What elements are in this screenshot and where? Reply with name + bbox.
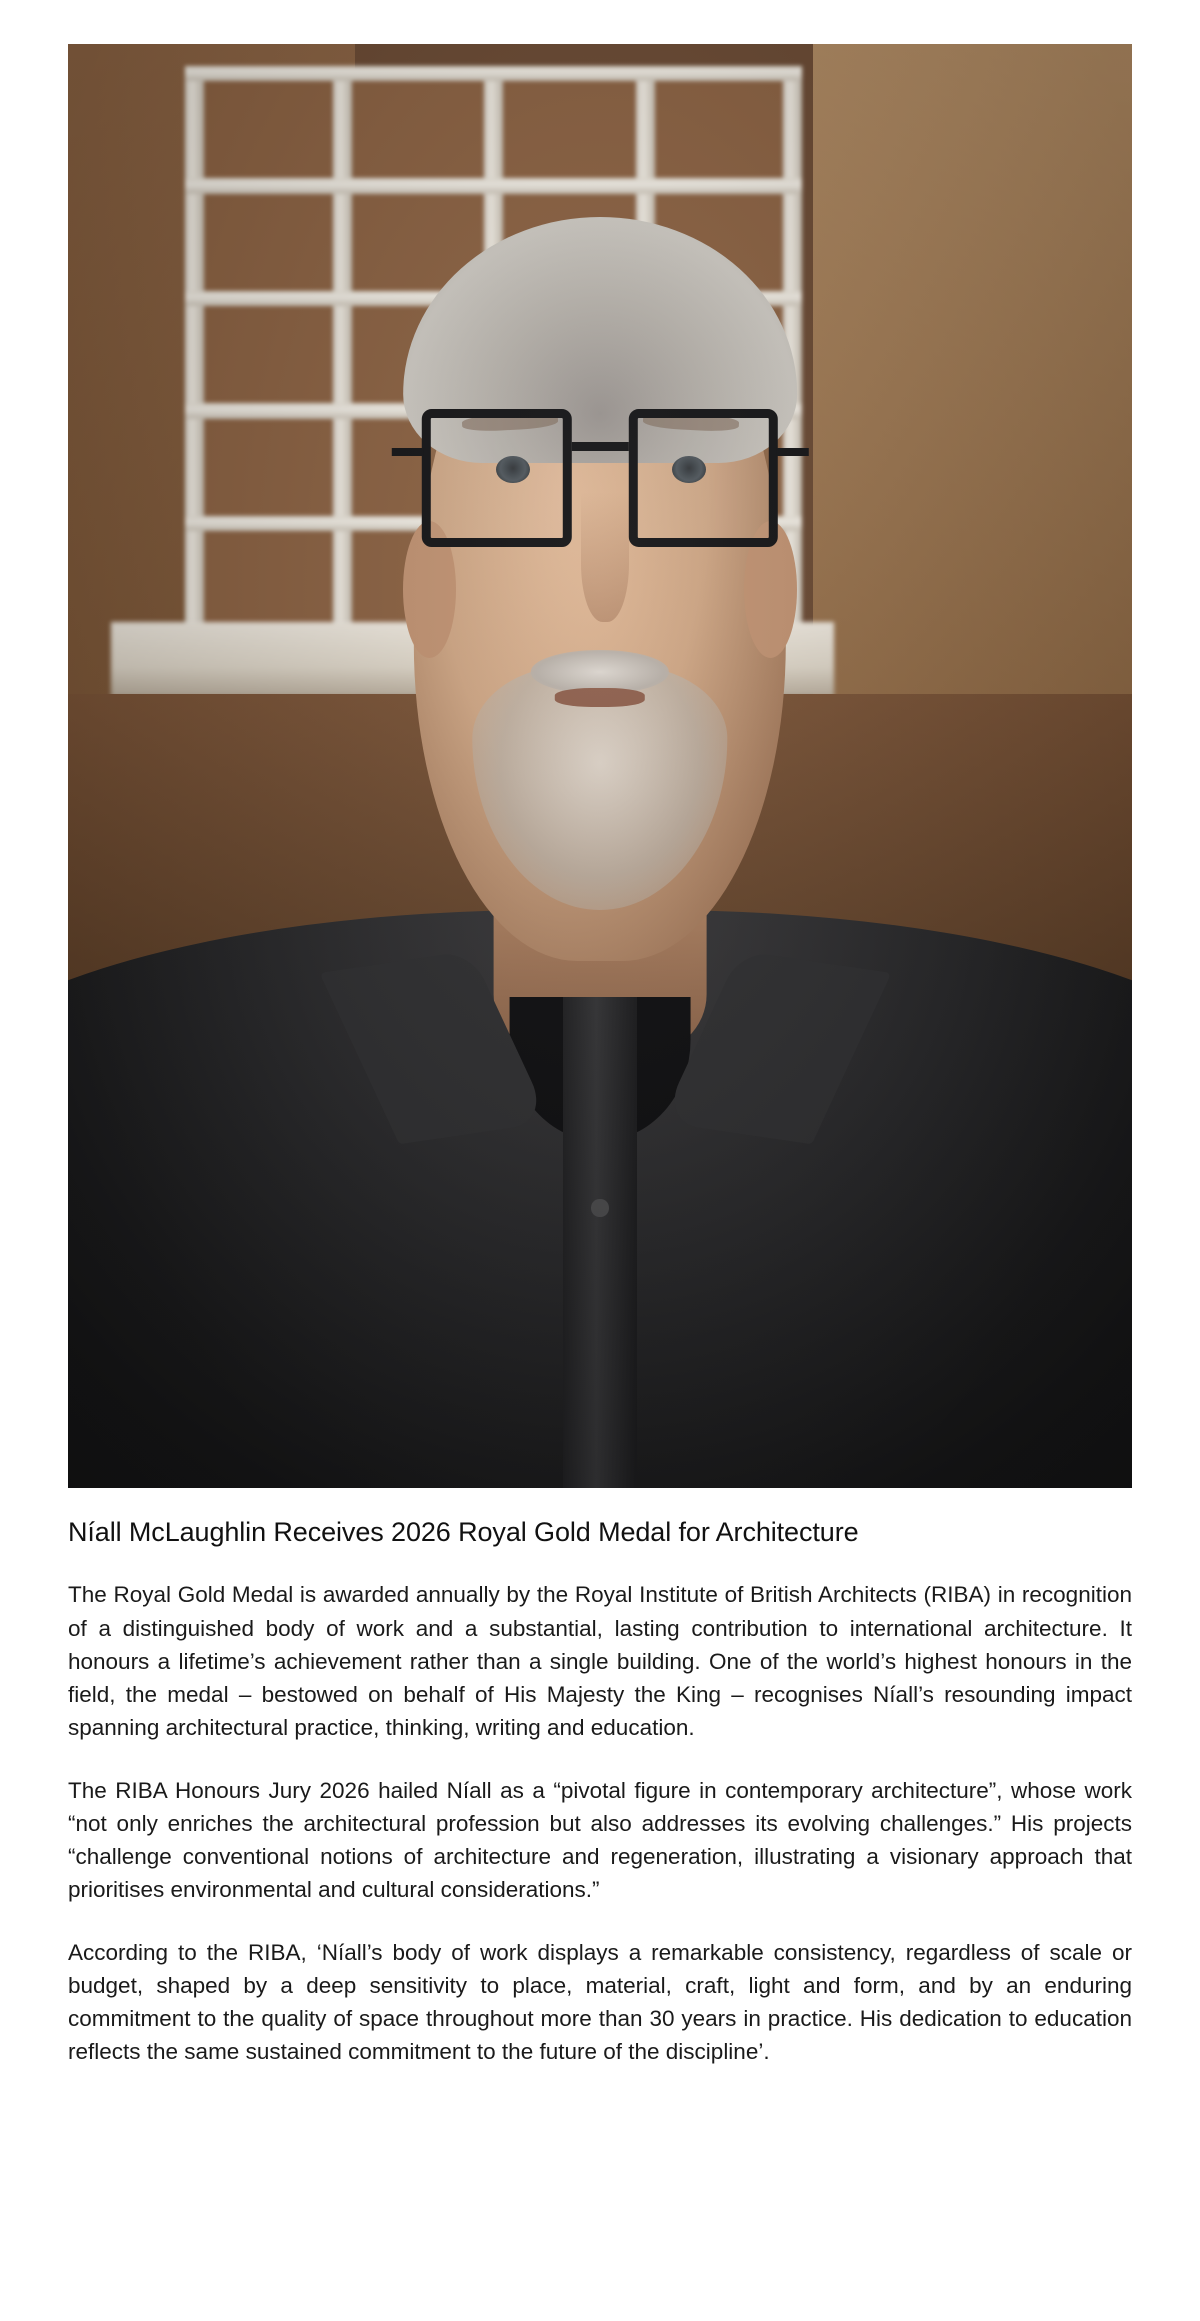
article-paragraph: According to the RIBA, ‘Níall’s body of work displays a remarkable consistency, regardless of scale or budget, shaped by a deep sensitivity to place, material, craft, light and form, and by an enduring commitment to the quality of space throughout more than 30 years in practice. His dedication to education reflects the same sustained commitment to the future of the discipline’. [68, 1940, 1132, 2065]
article-paragraph: The Royal Gold Medal is awarded annually by the Royal Institute of British Architects (RIBA) in recognition of a distinguished body of work and a substantial, lasting contribution to international architecture. It honours a lifetime’s achievement rather than a single building. One of the world’s highest honours in the field, the medal – bestowed on behalf of His Majesty the King – recognises Níall’s resounding impact spanning architectural practice, thinking, writing and education. [68, 1582, 1132, 1740]
page-title: Níall McLaughlin Receives 2026 Royal Gold Medal for Architecture [68, 1517, 859, 1547]
portrait-photo [68, 44, 1132, 1488]
photo-shirt-placket [563, 997, 637, 1488]
article-body [68, 1578, 1132, 2068]
article-paragraph: The RIBA Honours Jury 2026 hailed Níall as a “pivotal figure in contemporary architecture”, whose work “not only enriches the architectural profession but also addresses its evolving challenges.” His projects “challenge conventional notions of architecture and regeneration, illustrating a visionary approach that prioritises environmental and cultural considerations.” [68, 1777, 1132, 1902]
photo-shirt-button [591, 1199, 608, 1216]
photo-mouth [555, 688, 645, 707]
photo-nose [581, 492, 629, 622]
